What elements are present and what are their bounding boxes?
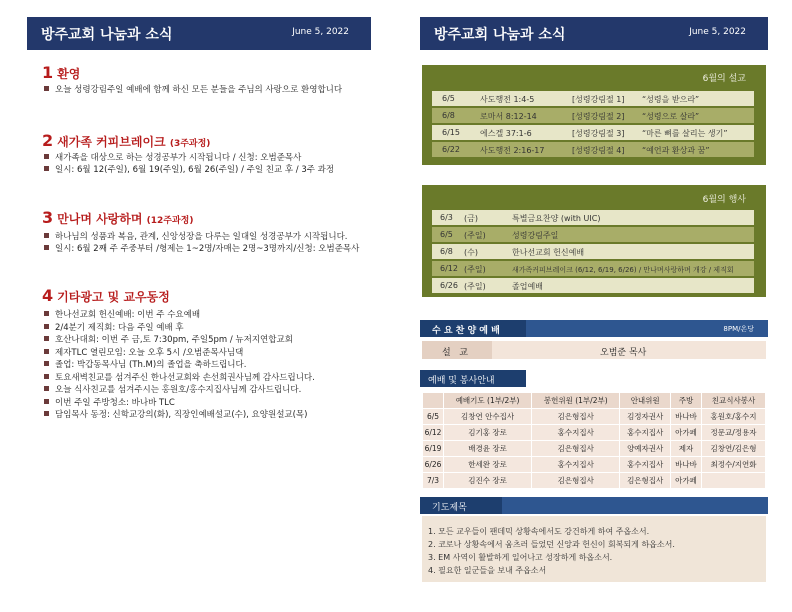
- table-row: 6/15 에스겔 37:1-6 [성령강림절 3] “마른 뼈를 살리는 생기”: [432, 125, 754, 140]
- section-2-title: 2 새가족 커피브레이크 (3주과정): [42, 131, 211, 150]
- list-item: 일시: 6월 12(주일), 6월 19(주일), 6월 26(주일) / 주일 친교 후 / 3주 과정: [44, 164, 334, 177]
- bullet-icon: [44, 154, 49, 159]
- list-item: 오늘 성령강림주일 예배에 함께 하신 모든 분들을 주님의 사랑으로 환영합니다: [44, 84, 342, 97]
- table-row: 6/19 배경윤 장로 김은형집사 양예자권사 제자 김창연/김은형: [423, 441, 766, 457]
- left-header-date: June 5, 2022: [292, 27, 349, 37]
- section-3-title: 3 만나며 사랑하며 (12주과정): [42, 208, 194, 227]
- table-row: 6/12 김기홍 장로 홍수지집사 홍수지집사 아가페 정문교/정용자: [423, 425, 766, 441]
- list-item: 4. 필요한 일군들을 보내 주옵소서: [428, 566, 547, 575]
- bullet-icon: [44, 166, 49, 171]
- prayer-label: 기도제목: [432, 503, 467, 513]
- service-guide-label: 예배 및 봉사안내: [428, 376, 495, 386]
- left-header: [27, 17, 371, 50]
- section-1-title: 1 환영: [42, 63, 81, 82]
- bullet-icon: [44, 374, 49, 379]
- list-item: 2/4분기 제직회: 다음 주일 예배 후: [44, 322, 184, 335]
- service-table: [422, 392, 766, 489]
- table-row: 6/22 사도행전 2:16-17 [성령강림절 4] “예언과 환상과 꿈”: [432, 142, 754, 157]
- bullet-icon: [44, 233, 49, 238]
- list-item: 2. 코로나 상황속에서 움츠러 들었던 신앙과 헌신이 회복되게 하옵소서.: [428, 540, 675, 549]
- preacher-row: [422, 341, 766, 359]
- bullet-icon: [44, 361, 49, 366]
- bullet-icon: [44, 86, 49, 91]
- wednesday-worship-time: 8PM/온당: [723, 325, 754, 333]
- table-row: 7/3 김진수 장로 김은형집사 김은형집사 아가페: [423, 473, 766, 489]
- table-row: 6/8 (수) 한나선교회 헌신예배: [432, 244, 754, 259]
- right-header: [420, 17, 768, 50]
- event-schedule: [422, 185, 766, 297]
- table-row: 6/26 한세완 장로 홍수지집사 홍수지집사 바나바 최정수/지연화: [423, 457, 766, 473]
- event-title: 6월의 행사: [702, 195, 746, 205]
- list-item: 호산나대회: 이번 주 금,토 7:30pm, 주일5pm / 뉴저지연합교회: [44, 334, 293, 347]
- bullet-icon: [44, 336, 49, 341]
- table-row: 6/5 (주일) 성령강림주일: [432, 227, 754, 242]
- list-item: 토요새벽친교를 섬겨주신 한나선교회와 손선희권사님께 감사드립니다.: [44, 372, 315, 385]
- list-item: 제자TLC 열린모임: 오늘 오후 5시 /오범준목사님댁: [44, 347, 243, 360]
- right-header-date: June 5, 2022: [689, 27, 746, 37]
- table-row: 6/5 사도행전 1:4-5 [성령강림절 1] “성령을 받으라”: [432, 91, 754, 106]
- bullet-icon: [44, 349, 49, 354]
- table-row: 6/8 로마서 8:12-14 [성령강림절 2] “성령으로 살라”: [432, 108, 754, 123]
- list-item: 졸업: 박갑동목사님 (Th.M)의 졸업을 축하드립니다.: [44, 359, 246, 372]
- bullet-icon: [44, 311, 49, 316]
- bullet-icon: [44, 324, 49, 329]
- preacher-role: 설 교: [442, 348, 468, 358]
- list-item: 일시: 6월 2째 주 주중부터 /형제는 1~2명/자매는 2명~3명까지/신청: 오범준목사: [44, 243, 359, 256]
- list-item: 3. EM 사역이 활발하게 일어나고 성장하게 하옵소서.: [428, 553, 613, 562]
- prayer-list: [422, 516, 766, 582]
- list-item: 이번 주일 주방청소: 바나바 TLC: [44, 397, 175, 410]
- list-item: 새가족을 대상으로 하는 성경공부가 시작됩니다 / 신청: 오범준목사: [44, 152, 301, 165]
- list-item: 오늘 식사친교를 섬겨주시는 홍원호/홍수지집사님께 감사드립니다.: [44, 384, 301, 397]
- section-4-title: 4 기타광고 및 교우동정: [42, 286, 170, 305]
- bullet-icon: [44, 399, 49, 404]
- table-row: 6/5 김창연 안수집사 김은형집사 김정자권사 바나바 홍원호/홍수지: [423, 409, 766, 425]
- right-header-title: 방주교회 나눔과 소식: [434, 27, 566, 43]
- table-row: 6/3 (금) 특별금요찬양 (with UIC): [432, 210, 754, 225]
- sermon-schedule: [422, 65, 766, 165]
- list-item: 담임목사 동정: 신학교강의(화), 직장인예배설교(수), 요양원설교(목): [44, 409, 307, 422]
- bullet-icon: [44, 245, 49, 250]
- service-guide-bar: [420, 370, 526, 387]
- wednesday-worship-label: 수 요 찬 양 예 배: [432, 326, 500, 336]
- list-item: 한나선교회 헌신예배: 이번 주 수요예배: [44, 309, 200, 322]
- table-row: 6/12 (주일) 새가족커피브레이크 (6/12, 6/19, 6/26) / 만나며사랑하며 개강 / 제직회: [432, 261, 754, 276]
- bullet-icon: [44, 386, 49, 391]
- left-header-title: 방주교회 나눔과 소식: [41, 27, 173, 43]
- list-item: 하나님의 성품과 복음, 관계, 신앙성장을 다루는 일대일 성경공부가 시작됩니다.: [44, 231, 347, 244]
- table-header-row: 예배기도 (1부/2부) 봉헌위원 (1부/2부) 안내위원 주방 친교식사봉사: [423, 393, 766, 409]
- table-row: 6/26 (주일) 졸업예배: [432, 278, 754, 293]
- prayer-bar: [420, 497, 768, 514]
- wednesday-worship-bar: [420, 320, 768, 337]
- bullet-icon: [44, 411, 49, 416]
- preacher-name: 오범준 목사: [600, 348, 647, 358]
- list-item: 1. 모든 교우들이 팬데믹 상황속에서도 강건하게 하여 주옵소서.: [428, 527, 650, 536]
- sermon-title: 6월의 설교: [702, 74, 746, 84]
